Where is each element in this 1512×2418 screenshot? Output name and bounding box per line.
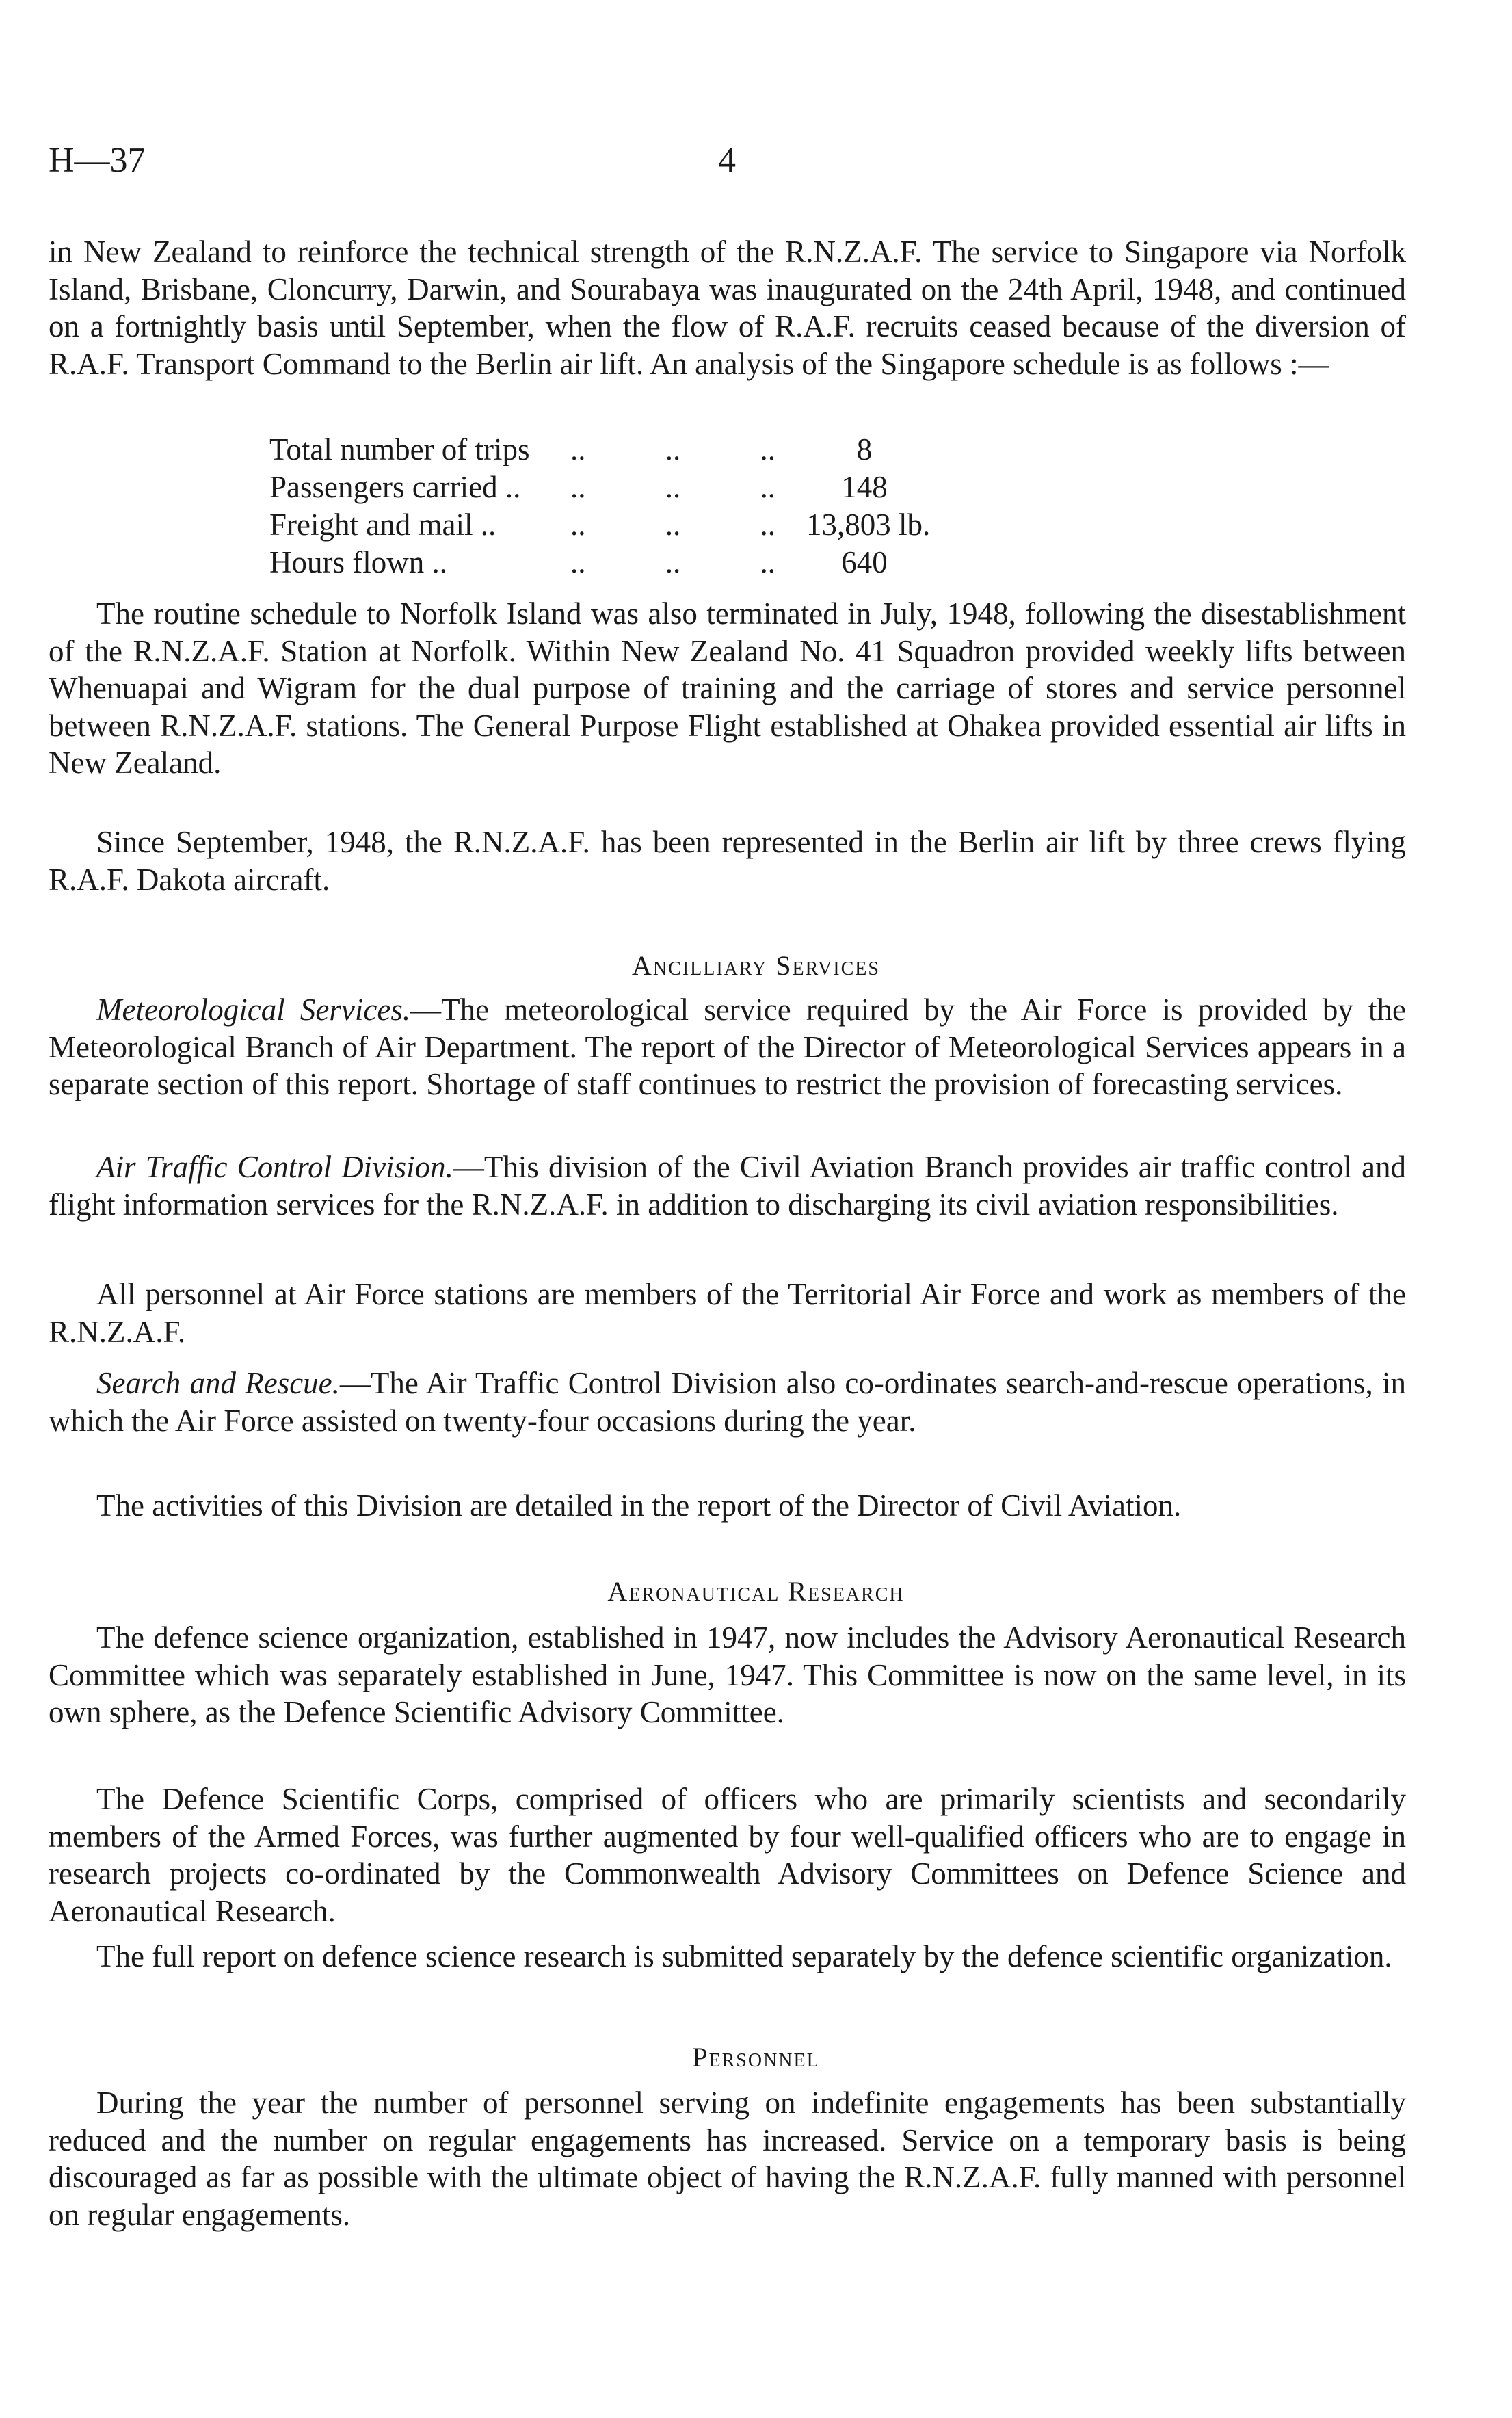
paragraph-meteorological <box>49 991 1406 1103</box>
body-text: —The meteorological service required by the Air Force is provided by the Meteorological Branch of Air Department. The report of the Director of Meteorological Services appears in a separate section of this report. Shortage of staff continues to restrict the provision of forecasting services. <box>49 993 1406 1101</box>
lead-in: Meteorological Services. <box>96 993 411 1027</box>
paragraph-berlin-air-lift: Since September, 1948, the R.N.Z.A.F. has been represented in the Berlin air lift by three crews flying R.A.F. Dakota aircraft. <box>49 825 1406 897</box>
paragraph-search-and-rescue <box>49 1365 1406 1439</box>
singapore-schedule-table <box>269 431 943 581</box>
row-label: Passengers carried .. <box>269 470 521 504</box>
leader: .. <box>760 545 775 579</box>
table-row <box>269 506 943 544</box>
row-value: 8 <box>856 432 873 466</box>
leader: .. <box>570 545 586 579</box>
heading-ancilliary-services: Ancilliary Services <box>632 950 880 981</box>
leader: .. <box>665 470 681 504</box>
body-text: —This division of the Civil Aviation Branch provides air traffic control and flight information services for the R.N.Z.A.F. in addition to discharging its civil aviation responsibilities. <box>49 1150 1406 1222</box>
row-value: 640 <box>841 545 888 579</box>
leader-dots <box>570 506 796 544</box>
lead-in: Search and Rescue. <box>96 1366 340 1400</box>
leader-dots <box>570 469 796 506</box>
row-label: Total number of trips <box>269 432 530 466</box>
paragraph-personnel: During the year the number of personnel serving on indefinite engagements has been substantially reduced and the number on regular engagements has increased. Service on a temporary basis is being discouraged as far as possible with the ultimate object of having the R.N.Z.A.F. fully manned with personnel on regular engagements. <box>49 2086 1406 2232</box>
paragraph-norfolk-schedule: The routine schedule to Norfolk Island was also terminated in July, 1948, following the disestablishment of the R.N.Z.A.F. Station at Norfolk. Within New Zealand No. 41 Squadron provided weekly lifts between Whenuapai and Wigram for the dual purpose of training and the carriage of stores and service personnel between R.N.Z.A.F. stations. The General Purpose Flight established at Ohakea provided essential air lifts in New Zealand. <box>49 596 1406 780</box>
leader: .. <box>665 545 681 579</box>
row-value: 148 <box>841 470 888 504</box>
row-value: 13,803 lb. <box>806 508 931 542</box>
leader: .. <box>760 432 775 466</box>
heading-personnel: Personnel <box>692 2042 820 2073</box>
leader: .. <box>760 470 775 504</box>
leader: .. <box>570 432 586 466</box>
paragraph-division-activities: The activities of this Division are detailed in the report of the Director of Civil Aviation. <box>96 1488 1182 1523</box>
heading-aeronautical-research: Aeronautical Research <box>607 1576 905 1607</box>
lead-in: Air Traffic Control Division. <box>96 1150 453 1184</box>
leader-dots <box>570 544 796 581</box>
leader: .. <box>570 470 586 504</box>
paragraph-all-personnel: All personnel at Air Force stations are members of the Territorial Air Force and work as members of the R.N.Z.A.F. <box>49 1277 1406 1349</box>
paragraph-defence-scientific-corps: The Defence Scientific Corps, comprised of officers who are primarily scientists and secondarily members of the Armed Forces, was further augmented by four well-qualified officers who are to engage in research projects co-ordinated by the Commonwealth Advisory Committees on Defence Science and Aeronautical Research. <box>49 1782 1406 1928</box>
paragraph-full-report: The full report on defence science research is submitted separately by the defence scientific organization. <box>96 1939 1392 1973</box>
table-row <box>269 544 943 581</box>
leader: .. <box>760 508 775 542</box>
paragraph-air-traffic-control <box>49 1148 1406 1223</box>
page-number: 4 <box>718 141 736 180</box>
leader: .. <box>570 508 586 542</box>
leader: .. <box>665 508 681 542</box>
row-label: Freight and mail .. <box>269 508 496 542</box>
paragraph-defence-science-organization: The defence science organization, established in 1947, now includes the Advisory Aeronautical Research Committee which was separately established in June, 1947. This Committee is now on the same level, in its own sphere, as the Defence Scientific Advisory Committee. <box>49 1620 1406 1729</box>
document-reference: H—37 <box>49 141 146 180</box>
table-row <box>269 431 943 469</box>
row-label: Hours flown .. <box>269 545 447 579</box>
leader: .. <box>665 432 681 466</box>
leader-dots <box>570 431 796 469</box>
table-row <box>269 469 943 506</box>
body-text: —The Air Traffic Control Division also co-ordinates search-and-rescue operations, in which the Air Force assisted on twenty-four occasions during the year. <box>49 1366 1406 1438</box>
paragraph-singapore-service: in New Zealand to reinforce the technical strength of the R.N.Z.A.F. The service to Singapore via Norfolk Island, Brisbane, Cloncurry, Darwin, and Sourabaya was inaugurated on the 24th April, 1948, and continued on a fortnightly basis until September, when the flow of R.A.F. recruits ceased because of the diversion of R.A.F. Transport Command to the Berlin air lift. An analysis of the Singapore schedule is as follows :— <box>49 235 1406 381</box>
